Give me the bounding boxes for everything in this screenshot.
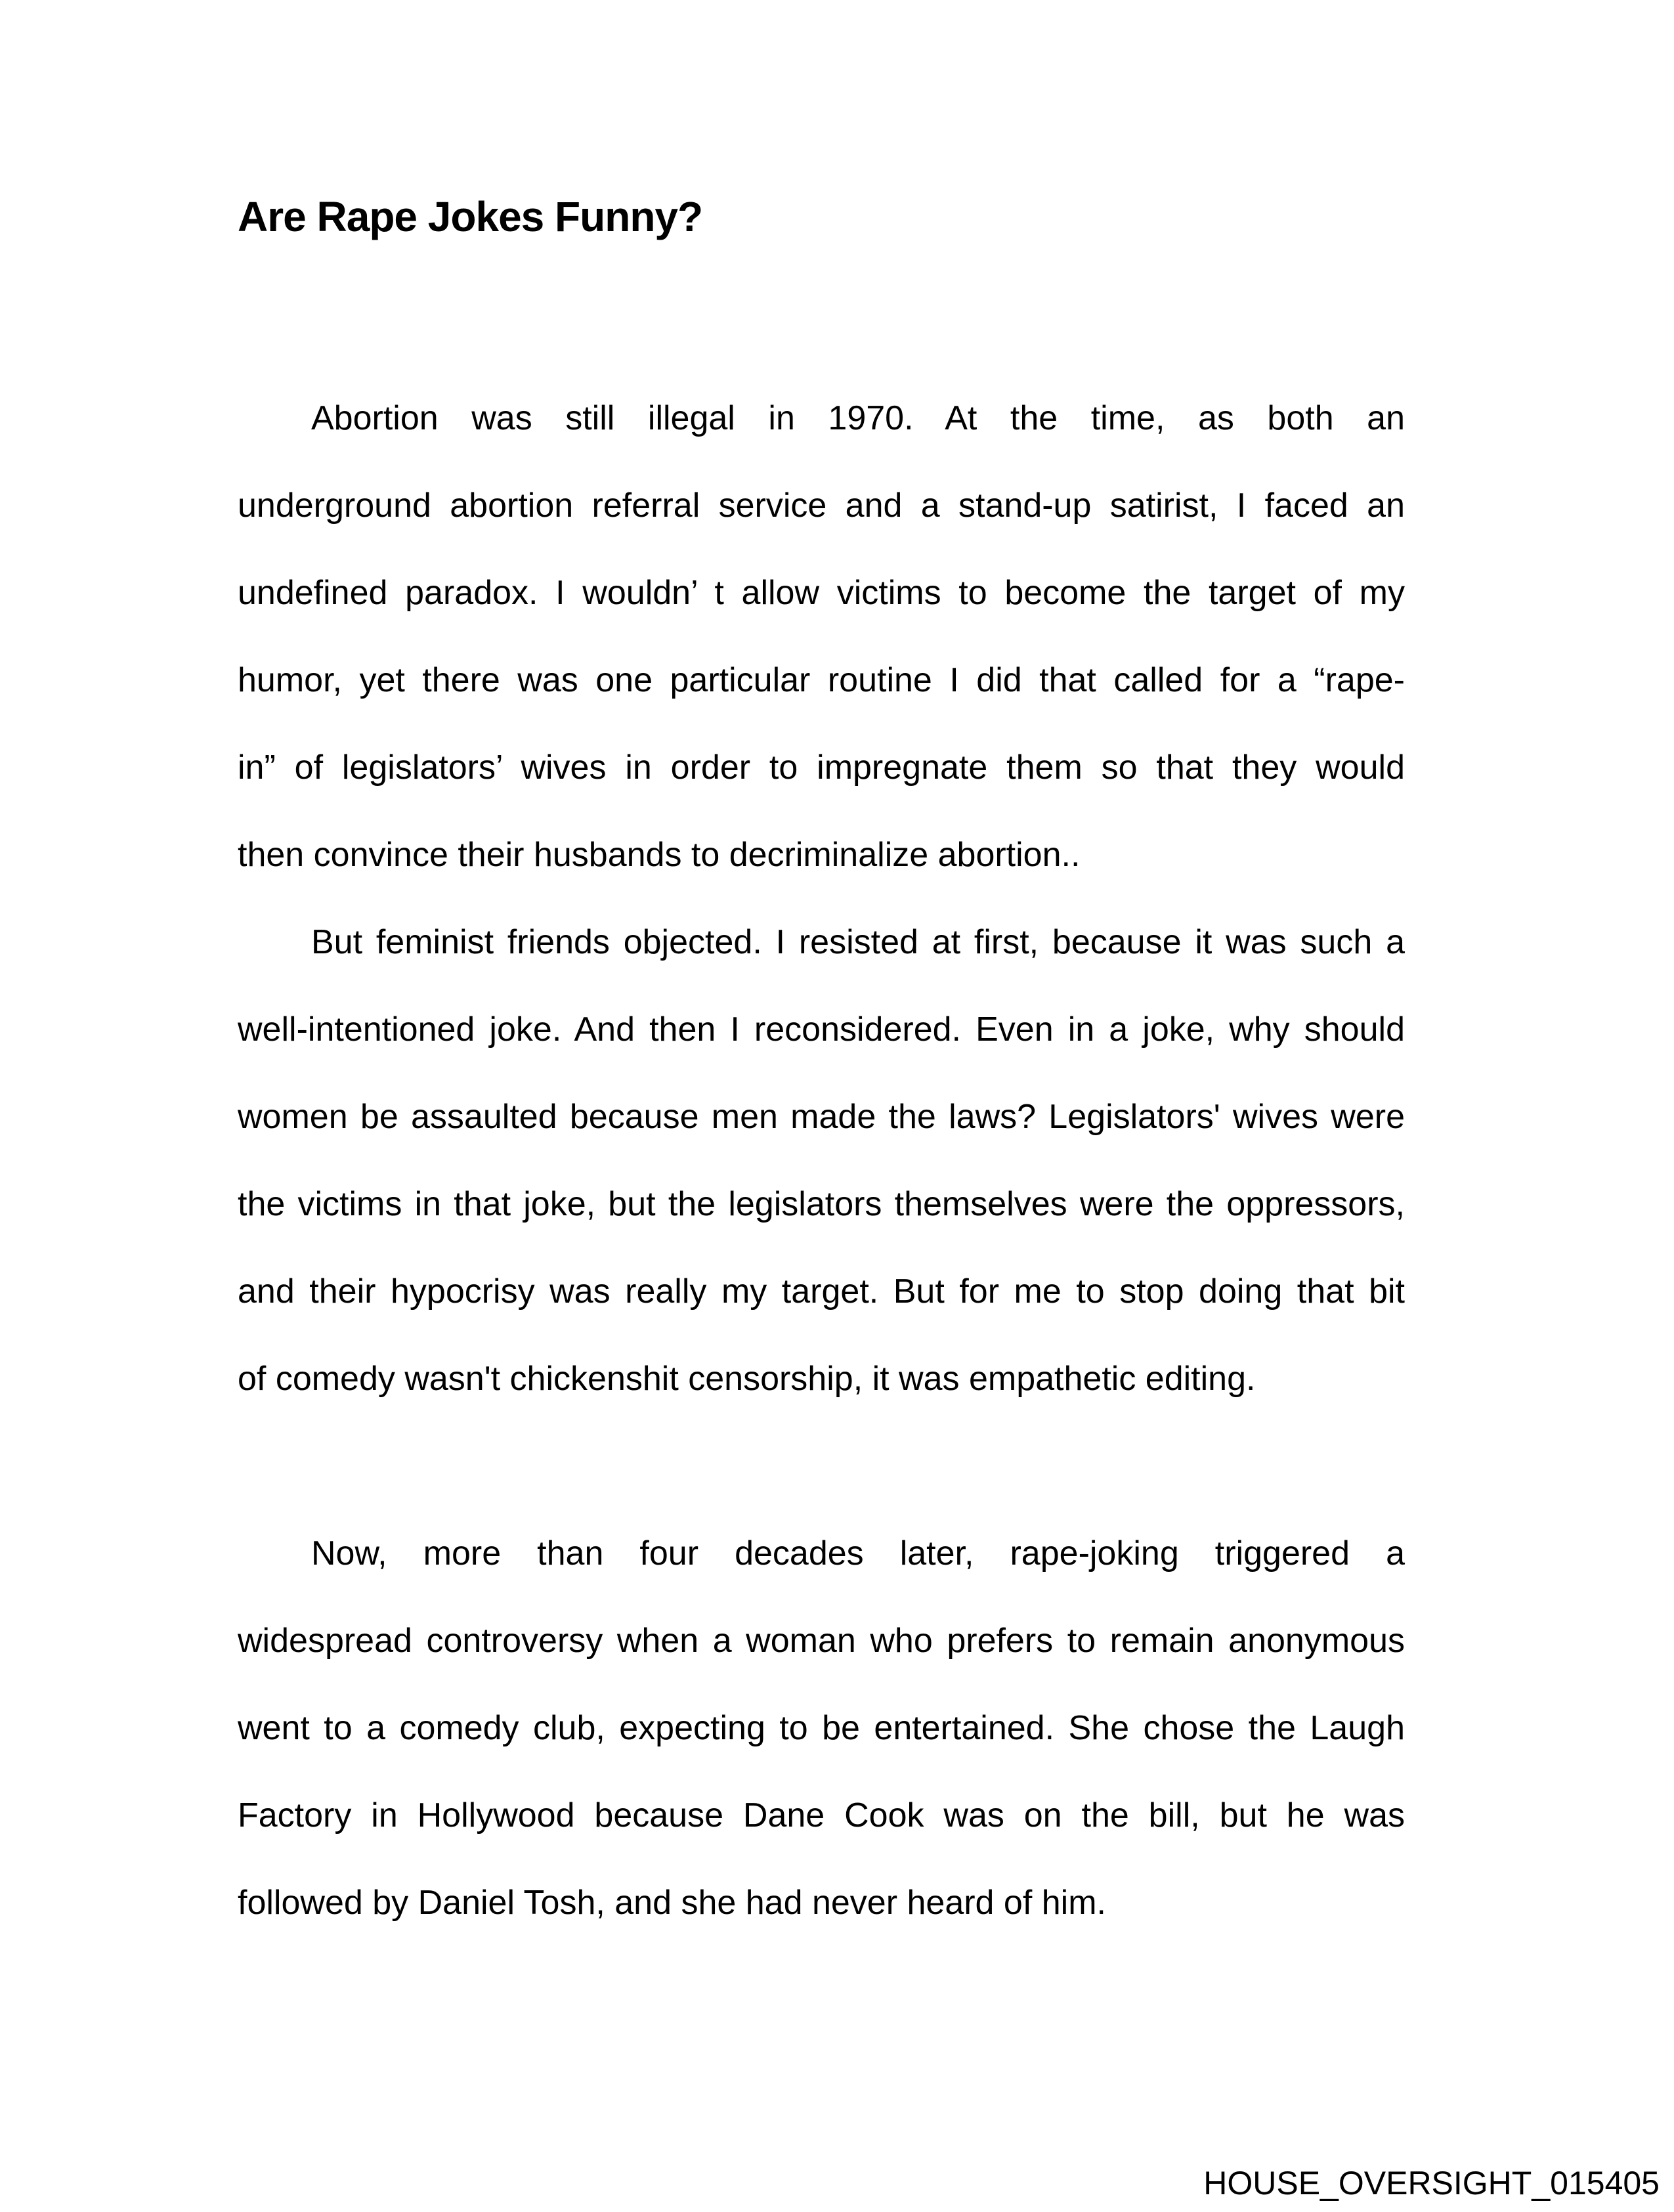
- text-line: humor, yet there was one particular routine I did that called for a “rape-: [238, 661, 1405, 699]
- text-line: women be assaulted because men made the laws? Legislators' wives were: [238, 1098, 1405, 1136]
- paragraph: [238, 375, 1405, 899]
- text-line: Abortion was still illegal in 1970. At the time, as both an: [311, 399, 1405, 437]
- paragraph: [238, 1510, 1405, 1947]
- text-line: Now, more than four decades later, rape-joking triggered a: [311, 1534, 1405, 1572]
- text-line: underground abortion referral service and a stand-up satirist, I faced an: [238, 487, 1405, 525]
- text-line: of comedy wasn't chickenshit censorship, it was empathetic editing.: [238, 1360, 1256, 1398]
- text-line: But feminist friends objected. I resisted at first, because it was such a: [311, 923, 1405, 961]
- text-line: and their hypocrisy was really my target. But for me to stop doing that bit: [238, 1272, 1405, 1311]
- text-line: in” of legislators’ wives in order to impregnate them so that they would: [238, 748, 1405, 787]
- text-line: Factory in Hollywood because Dane Cook was on the bill, but he was: [238, 1796, 1405, 1834]
- text-line: well-intentioned joke. And then I reconsidered. Even in a joke, why should: [238, 1010, 1405, 1049]
- text-line: then convince their husbands to decriminalize abortion..: [238, 836, 1081, 874]
- bates-number: HOUSE_OVERSIGHT_015405: [1203, 2165, 1660, 2201]
- text-line: went to a comedy club, expecting to be entertained. She chose the Laugh: [238, 1709, 1405, 1747]
- text-line: widespread controversy when a woman who prefers to remain anonymous: [238, 1622, 1405, 1660]
- document-title: Are Rape Jokes Funny?: [238, 193, 703, 240]
- paragraph: [238, 899, 1405, 1423]
- text-line: the victims in that joke, but the legislators themselves were the oppressors,: [238, 1185, 1405, 1223]
- text-line: undefined paradox. I wouldn’ t allow victims to become the target of my: [238, 574, 1405, 612]
- text-line: followed by Daniel Tosh, and she had never heard of him.: [238, 1884, 1106, 1922]
- document-body: [238, 375, 1405, 1947]
